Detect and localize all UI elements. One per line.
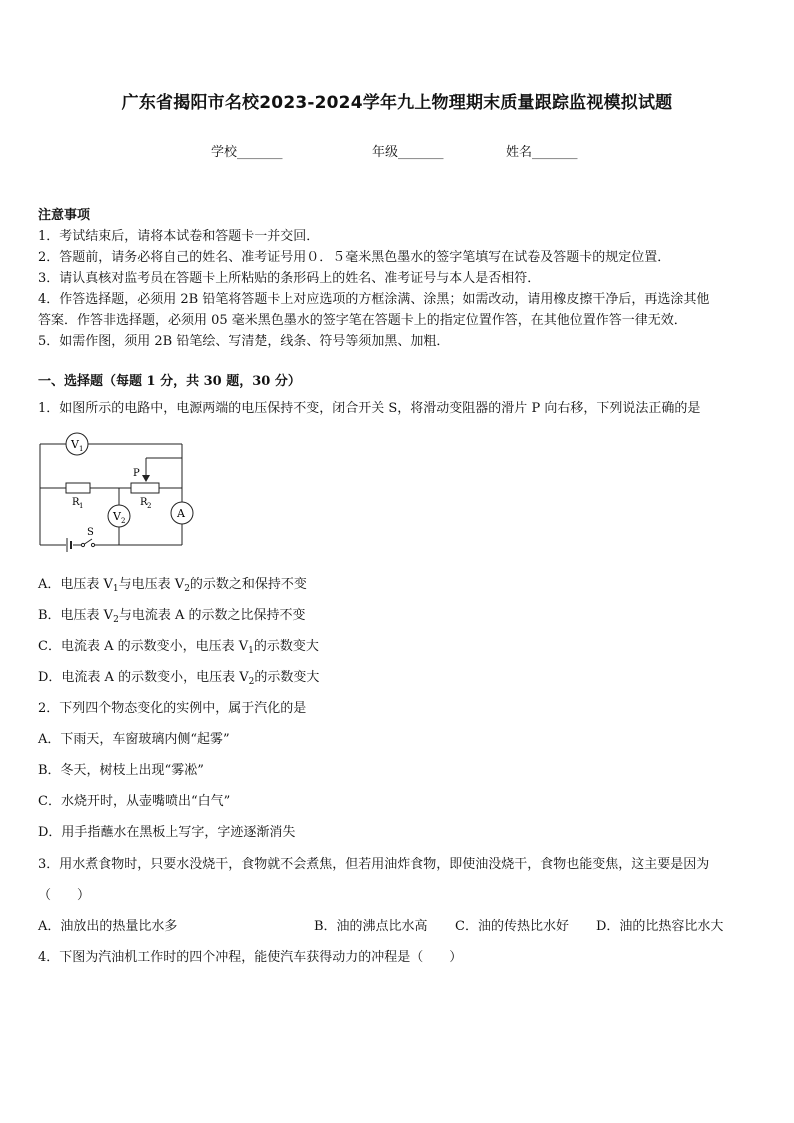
v1-label: V — [71, 438, 79, 451]
v1-subscript: 1 — [79, 445, 84, 453]
question-1-option-a: A．电压表 $V_1$与电压表 $V_2$的示数之和保持不变 — [38, 577, 307, 594]
v2-subscript: 2 — [121, 517, 126, 525]
notice-item: 1．考试结束后，请将本试卷和答题卡一并交回． — [38, 229, 320, 244]
notice-item: 4．作答选择题，必须用 2B 铅笔将答题卡上对应选项的方框涂满、涂黑；如需改动，请用橡皮擦干净后，再选涂其他 — [38, 292, 710, 307]
question-1-option-c: C．电流表 A 的示数变小，电压表 $V_1$的示数变大 — [38, 639, 319, 656]
r2-label: R — [140, 497, 148, 508]
ammeter-label: A — [177, 507, 185, 520]
question-2-option-b: B．冬天，树枝上出现“雾凇” — [38, 763, 204, 778]
grade-field: 年级_______ — [372, 145, 444, 160]
school-field: 学校_______ — [211, 145, 283, 160]
r2-subscript: 2 — [147, 502, 152, 510]
r1-subscript: 1 — [79, 502, 84, 510]
question-3-option-b: B．油的沸点比水高 — [314, 919, 428, 934]
name-field: 姓名_______ — [506, 145, 578, 160]
notice-item: 答案．作答非选择题，必须用 05 毫米黑色墨水的签字笔在答题卡上的指定位置作答，在其他位置作答一律无效． — [38, 313, 687, 328]
question-4-stem: 4．下图为汽油机工作时的四个冲程，能使汽车获得动力的冲程是（ ） — [38, 950, 463, 965]
question-3-option-a: A．油放出的热量比水多 — [38, 919, 178, 934]
question-3-stem: 3．用水煮食物时，只要水没烧干，食物就不会煮焦，但若用油炸食物，即使油没烧干，食物也能变焦，这主要是因为 — [38, 857, 710, 872]
page-title: 广东省揭阳市名校2023-2024学年九上物理期末质量跟踪监视模拟试题 — [121, 93, 673, 113]
v2-label: V — [113, 510, 121, 523]
switch-label: S — [87, 527, 94, 538]
slider-label: P — [133, 468, 140, 479]
notice-item: 2．答题前，请务必将自己的姓名、准考证号用０．５毫米黑色墨水的签字笔填写在试卷及答题卡的规定位置． — [38, 250, 671, 265]
question-2-stem: 2．下列四个物态变化的实例中，属于汽化的是 — [38, 701, 307, 716]
question-2-option-a: A．下雨天，车窗玻璃内侧“起雾” — [38, 732, 230, 747]
r1-label: R — [72, 497, 80, 508]
question-1-option-d: D．电流表 A 的示数变小，电压表 $V_2$的示数变大 — [38, 670, 320, 687]
question-2-option-d: D．用手指蘸水在黑板上写字，字迹逐渐消失 — [38, 825, 296, 840]
section-heading: 一、选择题（每题 1 分，共 30 题，30 分） — [38, 374, 301, 389]
notice-item: 3．请认真核对监考员在答题卡上所粘贴的条形码上的姓名、准考证号与本人是否相符． — [38, 271, 541, 286]
question-3-stem-bracket: （ ） — [38, 888, 91, 903]
notice-item: 5．如需作图，须用 2B 铅笔绘、写清楚，线条、符号等须加黑、加粗． — [38, 334, 450, 349]
question-3-option-c: C．油的传热比水好 — [455, 919, 569, 934]
question-3-option-d: D．油的比热容比水大 — [596, 919, 724, 934]
question-1-stem: 1．如图所示的电路中，电源两端的电压保持不变，闭合开关 S，将滑动变阻器的滑片 P 向右移，下列说法正确的是 — [38, 401, 701, 416]
question-2-option-c: C．水烧开时，从壶嘴喷出“白气” — [38, 794, 231, 809]
circuit-diagram — [36, 428, 196, 552]
notice-heading: 注意事项 — [38, 208, 91, 223]
question-1-option-b: B．电压表 $V_2$与电流表 A 的示数之比保持不变 — [38, 608, 306, 625]
